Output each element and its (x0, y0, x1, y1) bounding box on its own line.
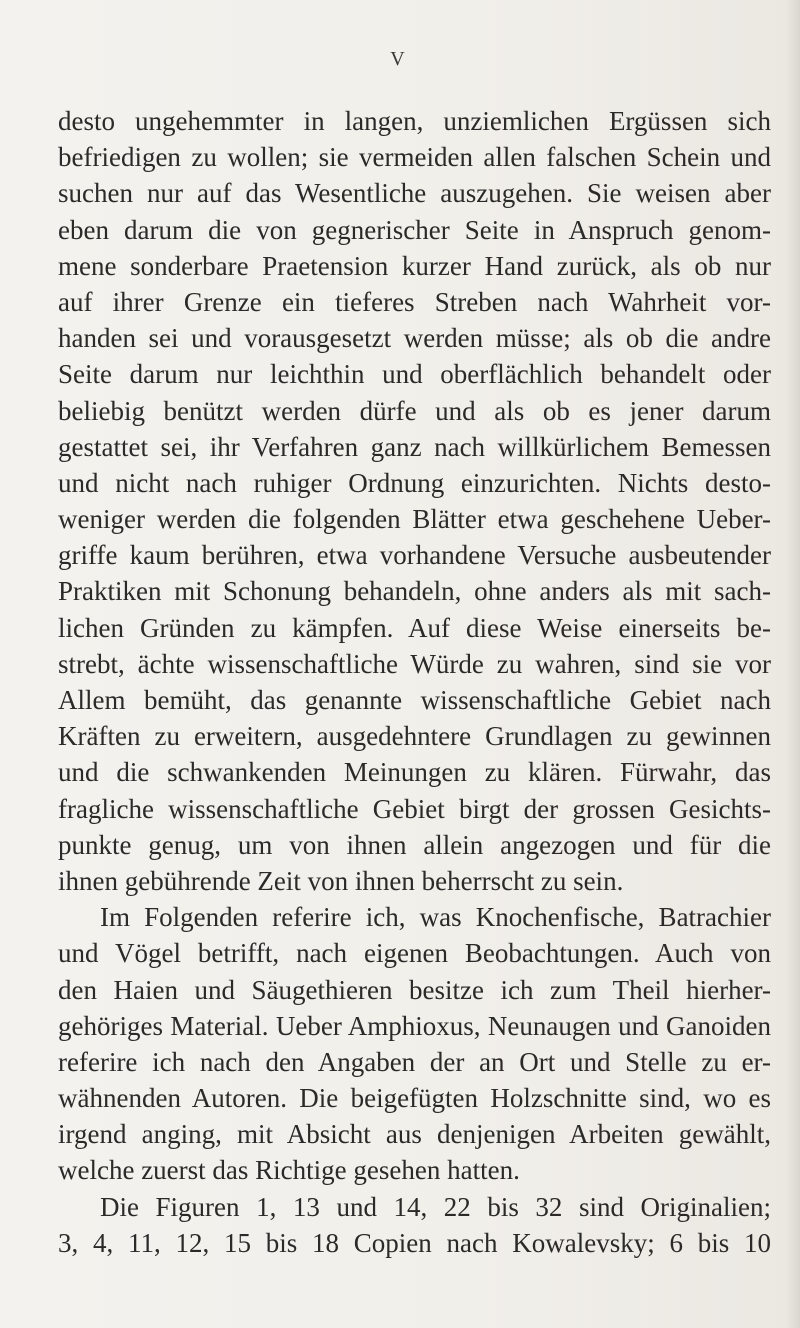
text-line: fragliche wissenschaftliche Gebiet birgt der grossen Gesichts- (58, 793, 771, 824)
text-line: wähnenden Autoren. Die beigefügten Holzschnitte sind, wo es (58, 1083, 771, 1114)
text-line: griffe kaum berühren, etwa vorhandene Versuche ausbeutender (58, 540, 771, 571)
text-line: Im Folgenden referire ich, was Knochenfische, Batrachier (100, 902, 771, 933)
text-line: Praktiken mit Schonung behandeln, ohne anders als mit sach- (58, 576, 771, 607)
text-line: gestattet sei, ihr Verfahren ganz nach willkürlichem Bemessen (58, 431, 771, 462)
text-line: welche zuerst das Richtige gesehen hatten. (58, 1155, 520, 1186)
text-line: den Haien und Säugethieren besitze ich zum Theil hierher- (58, 974, 771, 1005)
text-line: und nicht nach ruhiger Ordnung einzurichten. Nichts desto- (58, 467, 771, 498)
text-line: auf ihrer Grenze ein tieferes Streben nach Wahrheit vor- (58, 286, 771, 317)
text-line: gehöriges Material. Ueber Amphioxus, Neunaugen und Ganoiden (58, 1010, 771, 1041)
text-line: punkte genug, um von ihnen allein angezogen und für die (58, 829, 771, 860)
text-line: desto ungehemmter in langen, unziemlichen Ergüssen sich (58, 106, 771, 136)
text-line: irgend anging, mit Absicht aus denjenigen Arbeiten gewählt, (58, 1119, 771, 1150)
text-line: und Vögel betrifft, nach eigenen Beobachtungen. Auch von (58, 938, 771, 969)
text-line: weniger werden die folgenden Blätter etwa geschehene Ueber- (58, 504, 771, 535)
text-line: eben darum die von gegnerischer Seite in Anspruch genom- (58, 214, 771, 245)
text-line: mene sonderbare Praetension kurzer Hand zurück, als ob nur (58, 250, 771, 281)
text-line: Allem bemüht, das genannte wissenschaftliche Gebiet nach (58, 685, 771, 715)
text-line: Die Figuren 1, 13 und 14, 22 bis 32 sind Originalien; (100, 1191, 771, 1222)
text-line: handen sei und vorausgesetzt werden müsse; als ob die andre (58, 323, 771, 354)
text-line: 3, 4, 11, 12, 15 bis 18 Copien nach Kowalevsky; 6 bis 10 (58, 1227, 771, 1258)
text-line: referire ich nach den Angaben der an Ort und Stelle zu er- (58, 1046, 771, 1077)
text-line: strebt, ächte wissenschaftliche Würde zu wahren, sind sie vor (58, 648, 771, 679)
text-line: beliebig benützt werden dürfe und als ob es jener darum (58, 395, 771, 426)
text-line: lichen Gründen zu kämpfen. Auf diese Weise einerseits be- (58, 612, 771, 643)
text-line: Seite darum nur leichthin und oberflächlich behandelt oder (58, 359, 771, 390)
page-edge-shadow (786, 0, 800, 1328)
body-text (58, 103, 771, 1261)
text-line: und die schwankenden Meinungen zu klären. Fürwahr, das (58, 757, 771, 788)
text-line: Kräften zu erweitern, ausgedehntere Grundlagen zu gewinnen (58, 721, 771, 752)
page-number: V (390, 48, 406, 70)
text-line: ihnen gebührende Zeit von ihnen beherrscht zu sein. (58, 865, 624, 896)
text-line: befriedigen zu wollen; sie vermeiden allen falschen Schein und (58, 142, 771, 173)
text-line: suchen nur auf das Wesentliche auszugehen. Sie weisen aber (58, 178, 771, 209)
